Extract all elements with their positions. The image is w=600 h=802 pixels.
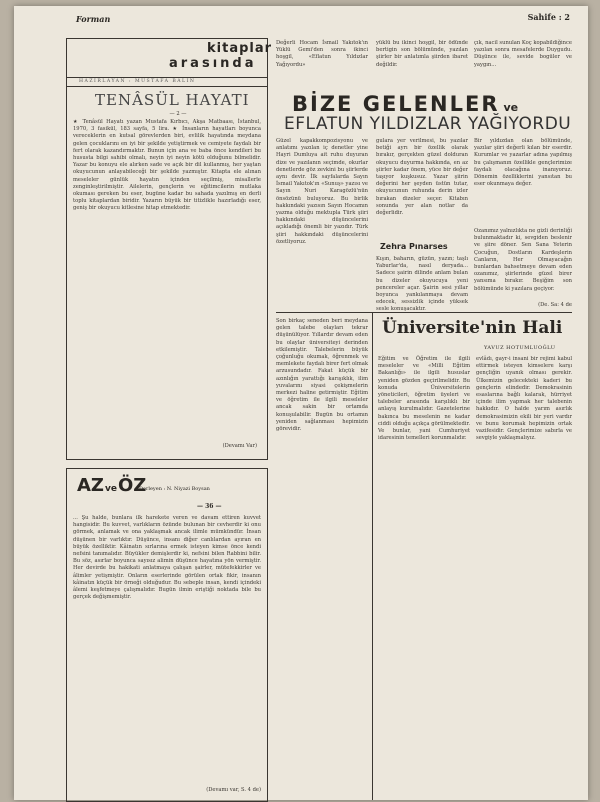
kitaplar-divider — [67, 77, 267, 78]
bize-col3-intro: çık, nacil sunulan Koç kopabildiğince yazılan sonra mesafelerde Duygudu. Düşünce ile, sevide bogüler ve yaygın... — [474, 40, 572, 68]
bize-col1-intro: Değerli Hocam İsmail Yakıtok'ın Yüklü Gemi'den sonra ikinci hoşgil, «Eflatun Yıldızlar Yağıyordu» — [276, 40, 368, 68]
bize-col2: gulara yer verilmesi, bu yazılar betiği ayrı bir özellik olarak bırakır, gerçekten güzel dolduran okuyucu duyurma hakkında, en az şiirler kadar önem, yüce bir değer taşıyor kuşkusuz. Yazar şiirin değerini her şeyden üstün tutar, okuyucunun ruhunda derin izler bırakan dizeler seçer. Kitabın sonunda yer alan notlar da değerlidir. — [376, 138, 468, 217]
azoz-section — [66, 468, 268, 802]
azoz-title-ve: ve — [104, 484, 117, 494]
bize-title-ve: ve — [503, 101, 519, 114]
book-title: TENÂSÜL HAYATI — [95, 91, 250, 109]
bize-col4: Ozanımız yalnızlıkta ne gizli derinliği bulunmaktadır ki, sevgiden beslenir ve şiire döner. Sen Sana Yeterin Çocuğun, Dostların Kardeşlerin Canların, Her Olmayacağın bunlardan bahsetmeye devam eden ozanımız, şiirlerinde güzel birer yansıma bırakır. Beşiğim son bölümünde ki yazılara geçiyor. — [474, 228, 572, 292]
bize-col1: Güzel kapakkompozisyonu ve anlatımı yazılan iç denetler yine Hayri Dumluya ait ruhu duyuran dize ve yazılanın seçimde, okurlar denetlerde göz zevkini bu şiirlerde aynı devir. İlk sayfalarda Sayın İsmail Yakıtok'ın «Sunuş» yazısı ve Sayın Nuri Karagözlü'nün önsözünü buluyoruz. Bu birlik hakkındaki yazısın Sayın Hocamın yazma olduğu mektupla Türk şiiri hakkındaki düşüncelerini açıkladığı önemli bir yazıdır. Türk şiiri hakkındaki düşüncelerini özetliyoruz. — [276, 138, 368, 245]
azoz-title — [77, 475, 146, 496]
kitaplar-title-top: kitaplar — [207, 41, 273, 56]
zehra-title: Zehra Pınarses — [380, 242, 448, 251]
kitaplar-section — [66, 38, 273, 460]
azoz-title-left: AZ — [77, 475, 104, 496]
azoz-byline: Derleyen : N. Niyazi Boysan — [139, 486, 210, 492]
kitaplar-section-no: — 2 — — [169, 111, 187, 117]
azoz-body: ... Şu halde, bunlara ilk harekete veren ve davam ettiren kuvvet hangisidir. Bu kuvvet, varlıkların özünde bulunan bir cevherdir ki onu görmek, anlamak ve ona yaklaşmak ancak ilimle mümkündür. İnsan düşünen bir varlıktır. Düşünce, insanı diğer canlılardan ayıran en büyük özelliktir. Kâinatın sırlarına ermek isteyen kimse önce kendi nefsini tanımalıdır. Büyükler demişlerdir ki, nefsini bilen Rabbini bilir. Bu söz, asırlar boyunca sayısız alimin düşünce hayatına yön vermiştir. Her devirde bu hakikati anlatmaya çalışan şairler, mütefekkirler ve âlimler yetişmiştir. Onların eserlerinde görülen ortak fikir, insanın kâinatın küçük bir örneği olduğudur. Bu sebeple insan, kendi içindeki âlemi keşfetmeye çalışmalıdır. Bugün ilmin eriştiği noktada bile bu gerçek değişmemiştir. — [73, 515, 261, 601]
kitaplar-body: ★ Tenâsül Hayatı yazan Mustafa Kırbıcı, Akşa Matbaası, İstanbul, 1970, 3 fasikül, 183 sayfa, 5 lira. ★ İnsanların hayatları boyunca vereceklerin en kutsal görevlerden biri, evlilik hayatında meydana gelen çocuklarını en iyi bir şekilde yetiştirmek ve cemiyete faydalı bir fert olarak kazandırmaktır. Bunun için ana ve baba önce kendileri bu hususta bilgi sahibi olmalı, neyin iyi neyin kötü olduğunu bilmelidir. Yazar bu konuyu ele alırken sade ve açık bir dil kullanmış, her yaştan okuyucunun anlayabileceği bir şekilde yazmıştır. Kitapta ele alınan meseleler günlük hayatın içinden seçilmiş, misallerle zenginleştirilmiştir. Ailelerin, gençlerin ve eğitimcilerin mutlaka okuması gereken bu eser, bugüne kadar bu sahada yazılmış en derli toplu kitaplardan biridir. Yazarın büyük bir titizlikle hazırladığı eser, geniş bir okuyucu kitlesine hitap etmektedir. — [73, 119, 261, 212]
bize-col2-intro: yüklü bu ikinci hoşgil, bir ödünde bertigin son bölümünde, yazılan şiirler bir anlatımla şiirden ibaret değildir. — [376, 40, 468, 68]
column-divider — [372, 312, 373, 800]
bize-title-main: BİZE GELENLER — [292, 92, 500, 116]
azoz-title-right: ÖZ — [117, 475, 147, 496]
universite-title: Üniversite'nin Hali — [382, 318, 563, 338]
universite-col1: Eğitim ve Öğretim ile ilgili meseleler ve «Milli Eğitim Bakanlığı» ile ilgili hususlar yeniden gözden geçirilmelidir. Bu konuda Üniversitelerin yöneticileri, öğretim üyeleri ve talebeler arasında karşılıklı bir anlayış kurulmalıdır. Gazetelerine bakınca bu meselenin ne kadar ciddi olduğu açıkça görülmektedir. Ve bunlar, yani Cumhuriyet idaresinin temelleri korunmalıdır. — [378, 356, 470, 442]
kitaplar-signature: (Devamı Var) — [222, 443, 257, 449]
zehra-body: Kışın, baharın, güzün, yazın; taşlı Yaburlar'da, nasıl deryada... Sadece şairin dilinde anlam bulan bu dizeler okuyucuya yeni pencereler açar. Şairin sesi yıllar boyunca yankılanmaya devam edecek, sessizlik içinde yüksek sesle konuşacaktır. — [376, 256, 468, 313]
universite-col2: evlâdı, gayr-i insani bir rejimi kabul ettirmek isteyen kimselere karşı gençliğin uyanık olması gerekir. Ülkemizin gelecekteki kaderi bu gençlerin elindedir. Demokrasinin esaslarına bağlı kalarak, hürriyet içinde ilim yapmak her talebenin hakkıdır. O halde yarım asırlık demokrasimizin ekili bir yeri vardır ve bunu korumak hepimizin ortak vazifesidir. Gençlerimize sabırla ve sevgiyle yaklaşmalıyız. — [476, 356, 572, 442]
kitaplar-column-label: HAZIRLAYAN : MUSTAFA BALIN — [79, 79, 196, 84]
kitaplar-divider-2 — [67, 86, 267, 87]
page-number: Sahife : 2 — [527, 12, 570, 22]
kitaplar-title-bottom: arasında — [169, 56, 257, 71]
azoz-number: — 36 — — [197, 503, 222, 510]
newspaper-page — [14, 6, 588, 800]
section-divider — [276, 312, 572, 313]
bize-col3: Bir yıldızdan olan bölümünde, yazılar şiiri değerli kılan bir eserdir. Kurumlar ve yazarlar adına yapılmış bu çalışmanın özellikle gençlerimize faydalı olacağına inanıyoruz. Dönemin özelliklerini yansıtan bu eser okunmaya değer. — [474, 138, 572, 188]
bize-continued: (De. Sa: 4 de — [538, 302, 572, 308]
bize-col5: Son birkaç seneden beri meydana gelen talebe olayları tekrar düşünülüyor. Yıllardır devam eden bu olaylar üniversiteyi derinden etkilemiştir. Talebelerin büyük çoğunluğu okumak, öğrenmek ve memlekete faydalı birer fert olmak arzusundadır. Fakat küçük bir azınlığın yarattığı karışıklık, ilim yuvalarını siyasi çekişmelerin merkezi haline getirmiştir. Eğitim ve öğretim ile ilgili meseleler ancak sakin bir ortamda konuşulabilir. Bugün bu ortamın yeniden sağlanması hepimizin görevidir. — [276, 318, 368, 433]
bize-title — [292, 92, 518, 116]
universite-byline: YAVUZ HOTUMLUOĞLU — [484, 345, 556, 351]
bize-subtitle: EFLATUN YILDIZLAR YAĞIYORDU — [284, 114, 572, 134]
azoz-signature: (Devamı var, S. 4 de) — [206, 787, 261, 793]
paper-name: Forman — [76, 14, 111, 24]
